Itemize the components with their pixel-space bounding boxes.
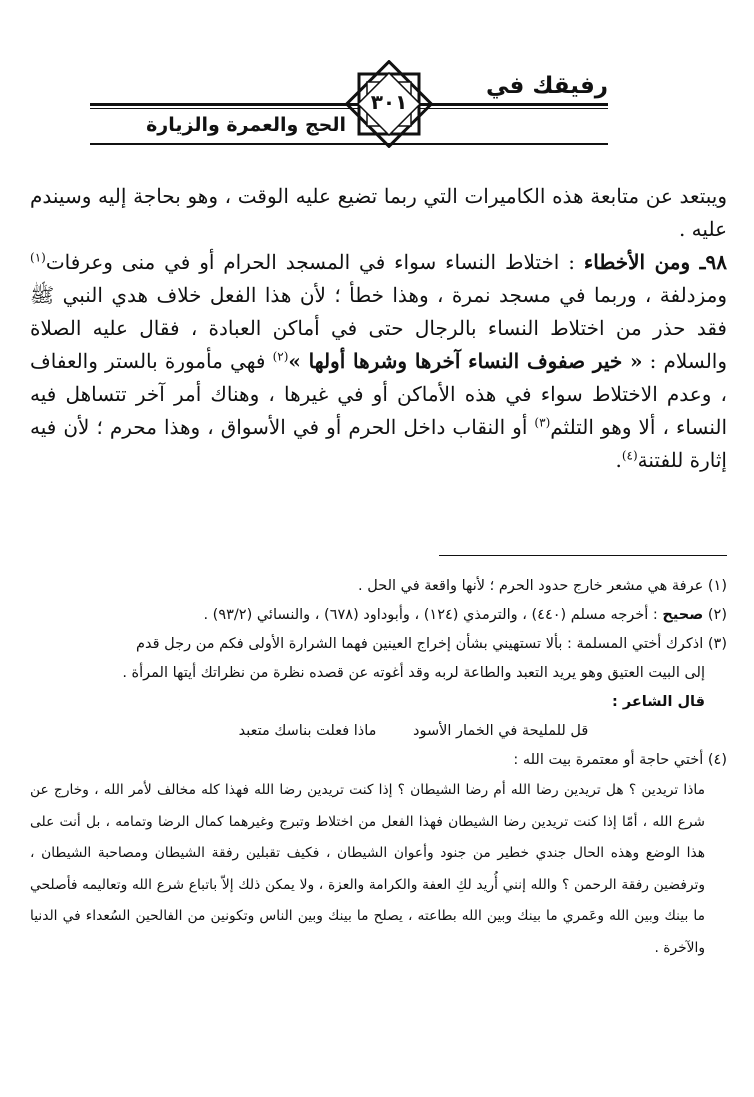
- running-subtitle: الحج والعمرة والزيارة: [146, 114, 346, 136]
- grading-label: صحيح: [662, 607, 704, 623]
- footnote-text: ماذا تريدين ؟ هل تريدين رضا الله أم رضا الشيطان ؟ إذا كنت تريدين رضا الله فهذا كله مخالف لأمر الله ، وخارج عن شرع الله ، أمّا إذا كنت تريدين رضا الشيطان فهذا الفعل من اختلاط وتبرج وغيرهما كمال الرضا وتمامه ، بل أنت على هذا الوضع وهذه الحال جندي خطير من جنود وأعوان الشيطان ، فكيف تقبلين رفقة الشيطان ومصاحبة الشيطان ، وترفضين رفقة الرحمن ؟ والله إنني أُريد لكِ العفة والكرامة والعزة ، ولا يمكن ذلك إلاّ باتباع شرع الله وتعاليمه فأصلحي ما بينك وبين الله وعَمري ما بينك وبين الله بطاعته ، يصلح ما بينك وبين الناس وتكونين من الفالحين السُعداء في الدنيا والآخرة .: [30, 782, 705, 956]
- footnote-2: [30, 601, 727, 630]
- text-segment: : اختلاط النساء سواء في المسجد الحرام أو في منى وعرفات: [45, 250, 575, 274]
- footnote-text: إلى البيت العتيق وهو يريد التعبد والطاعة لربه وقد أغوته عن قصده نظرة من نظراتك أيتها المرأة .: [122, 665, 705, 681]
- text-segment: فهي مأمورة بالستر والعفاف ، وعدم الاختلاط سواء في هذه الأماكن أو في غيرها ، وهناك أمر آخر تتساهل فيه النساء ، ألا وهو التلثم: [30, 349, 728, 439]
- footnote-ref-3: (٣): [534, 415, 551, 430]
- text-segment: .: [615, 448, 622, 472]
- paragraph-2: [30, 246, 727, 477]
- footnote-ref-1: (١): [30, 250, 46, 265]
- footnote-3: [30, 630, 727, 746]
- item-label: ٩٨ـ ومن الأخطاء: [583, 250, 727, 274]
- footnote-text: : أخرجه مسلم (٤٤٠) ، والترمذي (١٢٤) ، وأبوداود (٦٧٨) ، والنسائي (٩٣/٢) .: [203, 607, 658, 623]
- footnote-1: (١) عرفة هي مشعر خارج حدود الحرم ؛ لأنها واقعة في الحل .: [358, 578, 727, 594]
- text-segment: أو النقاب داخل الحرم أو في الأسواق ، وهذا محرم ؛ لأن فيه إثارة للفتنة: [30, 415, 727, 472]
- paragraph-1: ويبتعد عن متابعة هذه الكاميرات التي ربما تضيع عليه الوقت ، وهو بحاجة إليه وسيندم عليه .: [30, 184, 727, 241]
- footnote-number: (٢): [707, 607, 727, 623]
- page-number: ٣٠١: [370, 90, 408, 114]
- text-segment: ومزدلفة ، وربما في مسجد نمرة ، وهذا خطأ ؛ لأن هذا الفعل خلاف هدي النبي ﷺ فقد حذر من اختلاط النساء بالرجال حتى في أماكن العبادة ، فقال عليه الصلاة والسلام :: [30, 283, 728, 373]
- footnote-text: (٣) اذكرك أختي المسلمة : بألا تستهيني بشأن إخراج العينين فهما الشرارة الأولى فكم من رجل قدم: [136, 636, 727, 652]
- footnote-heading: (٤) أختي حاجة أو معتمرة بيت الله :: [513, 752, 727, 768]
- footnote-ref-2: (٢): [272, 349, 289, 364]
- verse-hemistich-1: قل للمليحة في الخمار الأسود: [413, 723, 589, 739]
- footnotes: [30, 572, 727, 964]
- running-title: رفيقك في: [486, 73, 608, 99]
- poet-label: قال الشاعر :: [612, 694, 705, 710]
- footnote-ref-4: (٤): [621, 448, 638, 463]
- footnote-separator: [439, 555, 727, 556]
- poem-verse: [30, 717, 727, 746]
- footnote-4: [30, 746, 727, 964]
- hadith-quote: « خير صفوف النساء آخرها وشرها أولها »: [288, 349, 643, 373]
- main-text: [30, 180, 727, 477]
- verse-hemistich-2: ماذا فعلت بناسك متعبد: [238, 723, 377, 739]
